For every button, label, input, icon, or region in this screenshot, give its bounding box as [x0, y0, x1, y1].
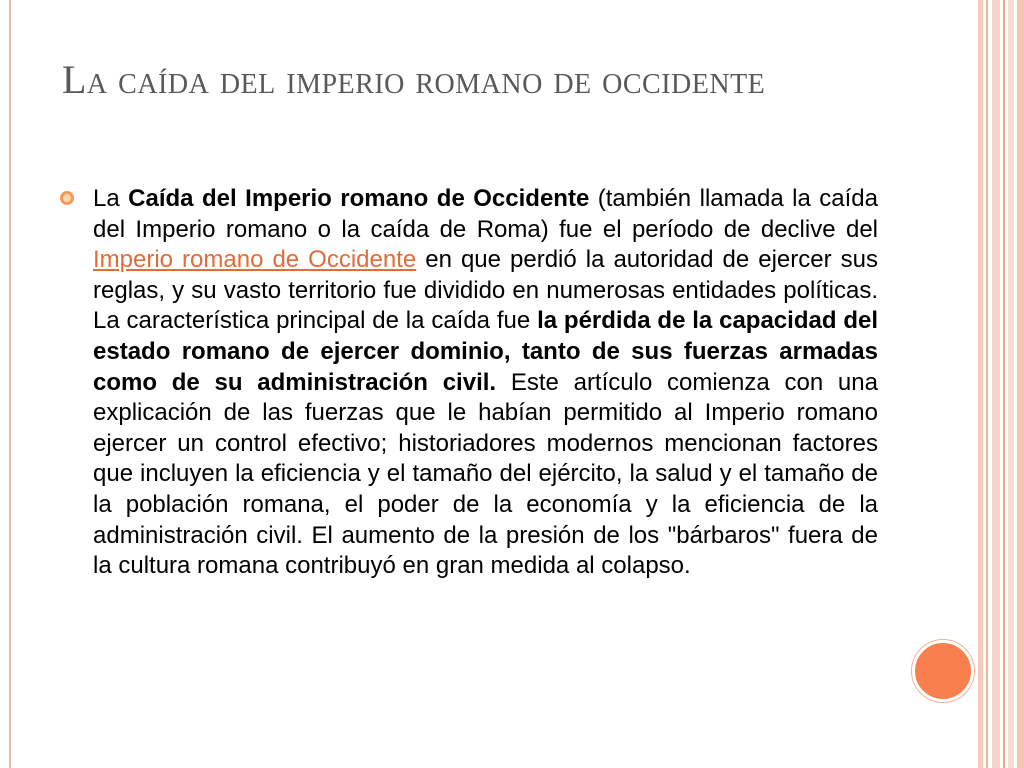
right-decor-stripe — [1017, 0, 1024, 768]
paragraph-text: Este artículo comienza con una explicación de las fuerzas que le habían permitido al Imperio romano ejercer un control efectivo; historiadores modernos mencionan factores que incluyen la eficiencia y el tamaño del ejército, la salud y el tamaño de la población romana, el poder de la economía y la eficiencia de la administración civil. El aumento de la presión de los "bárbaros" fuera de la cultura romana contribuyó en gran medida al colapso. — [93, 368, 878, 580]
paragraph-text: en que perdió la autoridad de ejercer sus reglas, y su vasto territorio fue dividido en numerosas entidades políticas. La característica principal de la caída fue — [93, 246, 878, 335]
right-decor-stripe — [992, 0, 1000, 768]
slide-title: La caída del imperio romano de occidente — [62, 57, 766, 102]
slide-content — [60, 184, 880, 582]
bullet-icon — [60, 191, 74, 205]
left-border-line — [9, 0, 11, 768]
decorative-circle — [912, 640, 974, 702]
right-decor-stripe — [978, 0, 983, 768]
right-decor-stripe — [986, 0, 988, 768]
paragraph-text: (también llamada la caída del Imperio romano o la caída de Roma) fue el período de declive del — [93, 185, 878, 243]
right-decor-stripe — [1008, 0, 1014, 768]
right-decor-stripe — [1003, 0, 1005, 768]
paragraph-bold-text: la pérdida de la capacidad del estado romano de ejercer dominio, tanto de sus fuerzas armadas como de su administración civil. — [93, 307, 879, 396]
paragraph-bold-text: Caída del Imperio romano de Occidente — [128, 185, 590, 212]
body-paragraph — [93, 184, 878, 582]
imperio-romano-link[interactable]: Imperio romano de Occidente — [93, 246, 417, 274]
paragraph-text: La — [93, 185, 129, 212]
